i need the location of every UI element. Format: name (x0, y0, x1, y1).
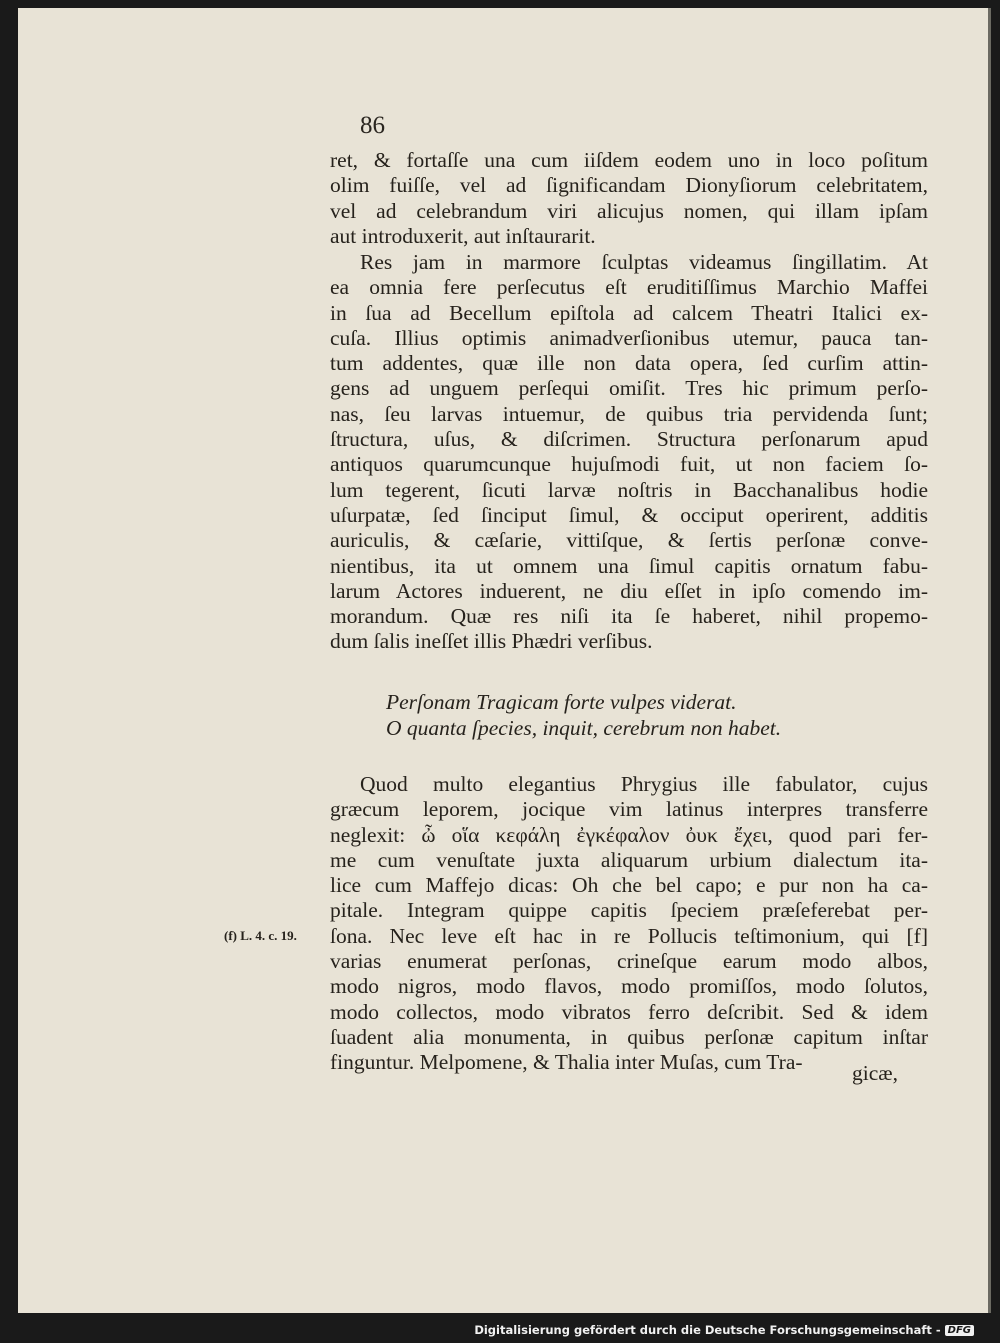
text-line: vel ad celebrandum viri alicujus nomen, qui illam ipſam (330, 198, 928, 223)
text-line: pitale. Integram quippe capitis ſpeciem præſeferebat per- (330, 898, 928, 923)
text-line: modo collectos, modo vibratos ferro deſcribit. Sed & idem (330, 999, 928, 1024)
text-line: nientibus, ita ut omnem una ſimul capitis ornatum fabu- (330, 553, 928, 578)
margin-note: (f) L. 4. c. 19. (224, 928, 297, 943)
text-line: dum ſalis ineſſet illis Phædri verſibus. (330, 629, 653, 654)
text-line: modo nigros, modo flavos, modo promiſſos, modo ſolutos, (330, 974, 928, 999)
text-line: Quod multo elegantius Phrygius ille fabulator, cujus (360, 772, 928, 796)
text-line: lice cum Maffejo dicas: Oh che bel capo; e pur non ha ca- (330, 873, 928, 898)
verse-line: O quanta ſpecies, inquit, cerebrum non habet. (386, 715, 782, 740)
text-line: ſona. Nec leve eſt hac in re Pollucis teſtimonium, qui [f] (330, 923, 928, 948)
text-line: in ſua ad Becellum epiſtola ad calcem Theatri Italici ex- (330, 300, 928, 325)
text-line: morandum. Quæ res niſi ita ſe haberet, nihil propemo- (330, 604, 928, 629)
page-number: 86 (360, 112, 385, 139)
text-line: cuſa. Illius optimis animadverſionibus utemur, pauca tan- (330, 325, 928, 350)
verse-quotation (386, 690, 781, 741)
text-line: gens ad unguem perſequi omiſit. Tres hic primum perſo- (330, 376, 928, 401)
dfg-logo: DFG (945, 1325, 974, 1336)
text-line: uſurpatæ, ſed ſinciput ſimul, & occiput operirent, additis (330, 502, 928, 527)
verse-line: Perſonam Tragicam forte vulpes viderat. (386, 690, 737, 714)
text-line: ea omnia fere perſecutus eſt eruditiſſimus Marchio Maffei (330, 275, 928, 300)
footer-credit (474, 1323, 974, 1337)
text-line: finguntur. Melpomene, & Thalia inter Muſas, cum Tra- (330, 1050, 803, 1075)
text-line: auriculis, & cæſarie, vittiſque, & ſertis perſonæ conve- (330, 528, 928, 553)
text-line: olim fuiſſe, vel ad ſignificandam Dionyſiorum celebritatem, (330, 173, 928, 198)
text-line: ret, & fortaſſe una cum iiſdem eodem uno in loco poſitum (330, 148, 928, 172)
text-line: græcum leporem, jocique vim latinus interpres transferre (330, 797, 928, 822)
paragraph-1 (330, 148, 928, 249)
text-line: nas, ſeu larvas intuemur, de quibus tria pervidenda ſunt; (330, 401, 928, 426)
text-line: antiquos quarumcunque hujuſmodi fuit, ut non faciem ſo- (330, 452, 928, 477)
paragraph-3 (330, 772, 928, 1076)
text-line: aut introduxerit, aut inſtaurarit. (330, 223, 596, 248)
paragraph-2 (330, 250, 928, 655)
text-line: larum Actores induerent, ne diu eſſet in ipſo comendo im- (330, 578, 928, 603)
catchword: gicæ, (852, 1061, 898, 1085)
text-line: me cum venuſtate juxta aliquarum urbium dialectum ita- (330, 847, 928, 872)
text-line: tum addentes, quæ ille non data opera, ſed curſim attin- (330, 351, 928, 376)
text-line: ſuadent alia monumenta, in quibus perſonæ capitum inſtar (330, 1024, 928, 1049)
text-line: lum tegerent, ſicuti larvæ noſtris in Bacchanalibus hodie (330, 477, 928, 502)
text-line: neglexit: ὦ οἵα κεφάλη ἐγκέφαλον ὀυκ ἔχει, quod pari fer- (330, 822, 928, 847)
text-line: ſtructura, uſus, & diſcrimen. Structura perſonarum apud (330, 427, 928, 452)
scanned-page (18, 8, 991, 1313)
footer-credit-text: Digitalisierung gefördert durch die Deutsche Forschungsgemeinschaft - (474, 1323, 941, 1337)
text-line: varias enumerat perſonas, crineſque earum modo albos, (330, 949, 928, 974)
text-line: Res jam in marmore ſculptas videamus ſingillatim. At (360, 250, 928, 274)
